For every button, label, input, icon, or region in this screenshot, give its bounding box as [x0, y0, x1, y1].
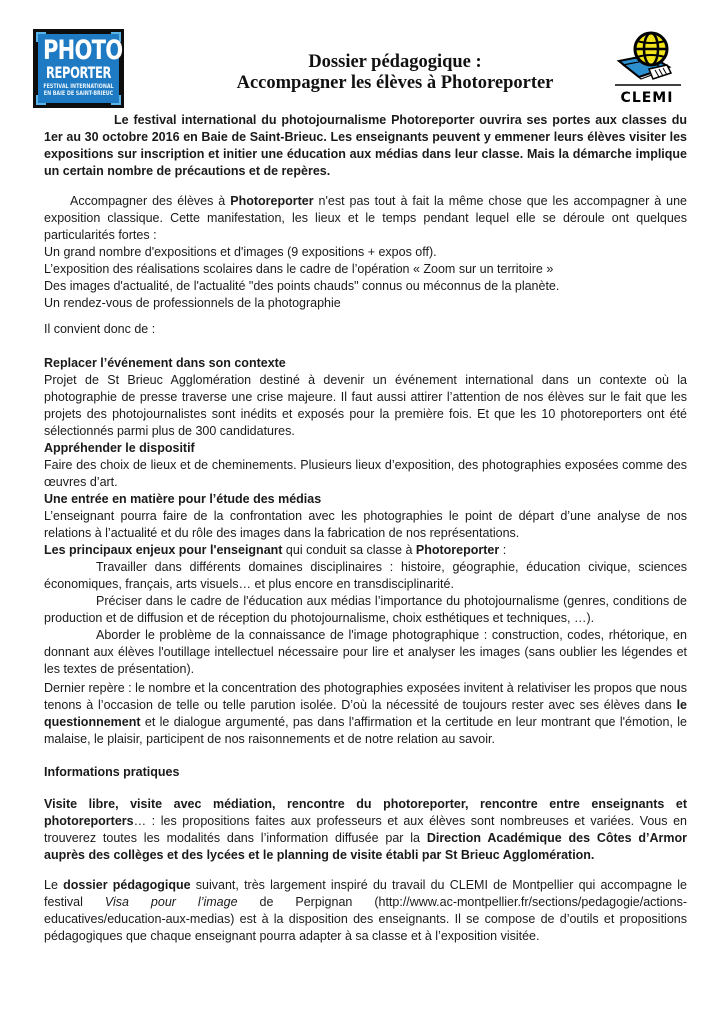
enjeux-item: Préciser dans le cadre de l'éducation aux médias l’importance du photojournalisme (genres, conditions de production et de diffusion et de réception du photojournalisme, choix esthétiques et techniques, …). [44, 594, 687, 625]
enjeux-item: Aborder le problème de la connaissance de l'image photographique : construction, codes, rhétorique, en donnant aux élèves l'outillage intellectuel nécessaire pour lire et analyser les images (sans oublier les légendes et les textes de présentation). [44, 628, 687, 676]
particularites-list [44, 244, 687, 312]
enjeux-end: : [499, 543, 507, 557]
para-accompagner [44, 193, 687, 244]
dossier-text-end: de Perpignan (http://www.ac-montpellier.fr/sections/pedagogie/actions-educatives/education-aux-medias) est à la disposition des enseignants. Il se compose de d’outils et propositions pédagogiques que chaque enseignant pourra adapter à sa classe et à l’exposition visitée. [44, 895, 687, 943]
logo-text-reporter: REPORTER [45, 63, 112, 82]
logo-text-festival [42, 83, 115, 97]
infos-paragraph [44, 796, 687, 864]
para2-text-end: n'est pas tout à fait la même chose que les accompagner à une exposition classique. Cette manifestation, les lieux et le temps pendant lequel elle se déroule ont quelques particularités fortes : [44, 194, 687, 242]
convient-text [44, 321, 687, 338]
page-title [200, 52, 590, 94]
infos-text: … : les propositions faites aux professeurs et aux élèves sont nombreuses et variées. Vous en trouverez toutes les modalités dans l’information diffusée par la [44, 814, 687, 845]
clemi-wordmark: CLEMI [620, 90, 674, 106]
sections [44, 355, 687, 678]
section-heading: Replacer l’événement dans son contexte [44, 356, 286, 370]
section-heading: Une entrée en matière pour l’étude des médias [44, 492, 322, 506]
logo-text-photo: PHOTO [43, 35, 123, 66]
title-line-1: Dossier pédagogique : [308, 52, 482, 72]
section-body: Projet de St Brieuc Agglomération destiné à devenir un événement international dans un contexte où la photographie de presse traverse une crise majeure. Il faut aussi attirer l’attention de nos élèves sur le fait que les projets des photojournalistes sont inédits et exposés pour la première fois. Et que les 10 photoreporters ont été sélectionnés parmi plus de 300 candidatures. [44, 373, 687, 438]
dossier-text: Le [44, 878, 64, 892]
globe-book-icon [609, 29, 685, 89]
enjeux-heading: Les principaux enjeux pour l'enseignant [44, 543, 283, 557]
photoreporter-logo [33, 29, 124, 108]
convient-line: Il convient donc de : [44, 322, 156, 336]
dernier-text: Dernier repère : le nombre et la concentration des photographies exposées invitent à relativiser les propos que nous tenons à l’occasion de telle ou telle parution isolée. D’où la nécessité de toujours rester avec ses élèves dans [44, 681, 687, 712]
list-item: Un grand nombre d'expositions et d'images (9 expositions + expos off). [44, 245, 437, 259]
intro-text: Le festival international du photojournalisme Photoreporter ouvrira ses portes aux classes du 1er au 30 octobre 2016 en Baie de Saint-Brieuc. Les enseignants peuvent y emmener leurs élèves visiter les expositions sur inscription et initier une éducation aux médias dans leur classe. Mais la démarche implique un certain nombre de précautions et de repères. [44, 113, 687, 178]
intro-paragraph [44, 112, 687, 180]
para2-bold: Photoreporter [230, 194, 314, 208]
section-body: L’enseignant pourra faire de la confrontation avec les photographies le point de départ d’une analyse de nos relations à l’actualité et du rôle des images dans la fabrication de nos représentations. [44, 509, 687, 540]
section-body: Faire des choix de lieux et de cheminements. Plusieurs lieux d’exposition, des photographies exposées comme des œuvres d’art. [44, 458, 687, 489]
para2-text: Accompagner des élèves à [70, 194, 231, 208]
enjeux-text: qui conduit sa classe à [282, 543, 416, 557]
list-item: Des images d'actualité, de l'actualité "des points chauds" connus ou méconnus de la planète. [44, 279, 560, 293]
section-heading: Appréhender le dispositif [44, 441, 195, 455]
infos-heading: Informations pratiques [44, 765, 180, 779]
dernier-repere-paragraph [44, 680, 687, 748]
infos-bold: Visite libre, visite avec médiation, rencontre du photoreporter, rencontre entre enseignants et photoreporters [44, 797, 687, 828]
infos-heading-block [44, 764, 687, 781]
dossier-paragraph [44, 877, 687, 945]
infos-bold-end: Direction Académique des Côtes d’Armor auprès des collèges et des lycées et le planning de visite établi par St Brieuc Agglomération. [44, 831, 687, 862]
dernier-bold: le questionnement [44, 698, 687, 729]
list-item: L’exposition des réalisations scolaires dans le cadre de l’opération « Zoom sur un territoire » [44, 262, 554, 276]
dernier-text-end: et le dialogue argumenté, pas dans l'affirmation et la certitude en leur montrant que l'émotion, le malaise, le plaisir, participent de nos raisonnements et de notre relation au savoir. [44, 715, 687, 746]
dossier-text-mid: suivant, très largement inspiré du travail du CLEMI de Montpellier qui accompagne le festival [44, 878, 687, 909]
title-line-2: Accompagner les élèves à Photoreporter [236, 73, 554, 93]
dossier-italic: Visa pour l’image [104, 895, 238, 909]
list-item: Un rendez-vous de professionnels de la photographie [44, 296, 341, 310]
clemi-logo [609, 29, 685, 105]
enjeux-bold: Photoreporter [415, 543, 500, 557]
dossier-bold: dossier pédagogique [63, 878, 191, 892]
logo-subtitle-2: EN BAIE DE SAINT-BRIEUC [43, 90, 114, 97]
enjeux-item: Travailler dans différents domaines disciplinaires : histoire, géographie, éducation civique, sciences économiques, français, arts visuels… et plus encore en transdisciplinarité. [44, 560, 687, 591]
logo-subtitle-1: FESTIVAL INTERNATIONAL [43, 83, 114, 90]
